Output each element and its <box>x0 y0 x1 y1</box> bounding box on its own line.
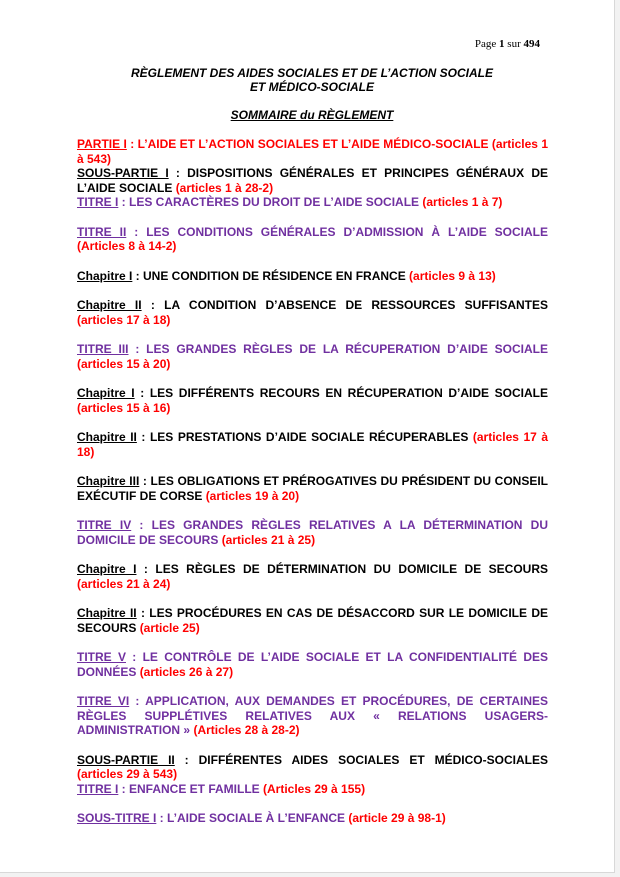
toc-entry-key: Chapitre I <box>77 562 137 576</box>
page-number <box>475 38 540 50</box>
toc-entry-key: Chapitre II <box>77 430 137 444</box>
toc-entry-text: : DISPOSITIONS GÉNÉRALES ET PRINCIPES GÉNÉRAUX DE L’AIDE SOCIALE <box>77 166 548 195</box>
toc-entry-titre-1-enfance <box>77 782 548 797</box>
document-title-line-1: RÈGLEMENT DES AIDES SOCIALES ET DE L’ACTION SOCIALE <box>130 66 494 80</box>
document-title <box>76 66 548 94</box>
toc-entry-key: Chapitre I <box>77 386 135 400</box>
document-title-line-2: ET MÉDICO-SOCIALE <box>249 80 374 94</box>
toc-entry-text: : LES PROCÉDURES EN CAS DE DÉSACCORD SUR LE DOMICILE DE SECOURS <box>77 606 548 635</box>
toc-entry-articles: (article 25) <box>139 620 200 635</box>
toc-entry-key: Chapitre II <box>77 606 137 620</box>
toc-entry-text: : UNE CONDITION DE RÉSIDENCE EN FRANCE <box>132 268 410 283</box>
toc-entry-key: TITRE I <box>77 781 119 796</box>
toc-entry-titre-1 <box>77 195 548 210</box>
toc-entry-text: : ENFANCE ET FAMILLE <box>118 781 264 796</box>
toc-entry-articles: (articles 19 à 20) <box>205 488 300 503</box>
toc-entry-articles: (Articles 8 à 14-2) <box>77 239 177 253</box>
toc-entry-articles: (articles 1 à 7) <box>422 195 503 209</box>
toc-entry-key: SOUS-PARTIE II <box>77 752 175 767</box>
toc-entry-text: : L’AIDE ET L’ACTION SOCIALES ET L’AIDE MÉDICO-SOCIALE <box>126 137 492 151</box>
toc-entry-key: TITRE IV <box>77 518 132 532</box>
toc-entry-articles: (articles 9 à 13) <box>409 268 496 283</box>
page-of-label: sur <box>507 38 521 50</box>
toc-entry-chapitre <box>77 562 548 591</box>
toc-entry-text: : LES CONDITIONS GÉNÉRALES D’ADMISSION À L’AIDE SOCIALE <box>126 224 548 239</box>
toc-entry-chapitre <box>77 269 548 284</box>
toc-entry-articles: (articles 1 à 543) <box>77 137 548 166</box>
toc-entry-text: : LES GRANDES RÈGLES RELATIVES A LA DÉTERMINATION DU DOMICILE DE SECOURS <box>77 518 548 547</box>
toc-entry-titre-4 <box>77 518 548 547</box>
toc-entry-partie-1 <box>77 137 548 166</box>
toc-entry-articles: (articles 29 à 543) <box>77 767 178 781</box>
page-current: 1 <box>499 38 505 50</box>
toc-entry-articles: (articles 15 à 20) <box>77 356 171 371</box>
toc-entry-text: : LES PRESTATIONS D’AIDE SOCIALE RÉCUPERABLES <box>136 430 473 444</box>
toc-entry-titre-3 <box>77 342 548 371</box>
toc-entry-text: : LE CONTRÔLE DE L’AIDE SOCIALE ET LA CONFIDENTIALITÉ DES DONNÉES <box>77 650 548 679</box>
summary-title: SOMMAIRE du RÈGLEMENT <box>230 108 394 122</box>
toc-entry-sous-titre-1 <box>77 811 548 826</box>
toc-entry-sous-partie-1 <box>77 166 548 195</box>
toc-entry-key: SOUS-PARTIE I <box>77 166 169 180</box>
table-of-contents <box>77 137 548 826</box>
toc-entry-articles: (Articles 29 à 155) <box>263 781 366 796</box>
toc-entry-key: TITRE III <box>77 342 129 356</box>
toc-entry-chapitre <box>77 298 548 327</box>
toc-entry-articles: (articles 1 à 28-2) <box>175 180 274 195</box>
toc-entry-key: Chapitre I <box>77 268 133 283</box>
toc-entry-articles: (articles 17 à 18) <box>77 430 549 459</box>
toc-entry-text: : DIFFÉRENTES AIDES SOCIALES ET MÉDICO-SOCIALES <box>174 752 548 767</box>
toc-entry-text: : LES RÈGLES DE DÉTERMINATION DU DOMICILE DE SECOURS <box>136 562 549 576</box>
toc-entry-chapitre <box>77 386 548 415</box>
toc-entry-chapitre <box>77 430 548 459</box>
toc-entry-key: TITRE II <box>77 224 127 239</box>
toc-entry-titre-6 <box>77 694 548 738</box>
page-total: 494 <box>523 38 540 50</box>
toc-entry-key: PARTIE I <box>77 137 127 151</box>
toc-entry-text: : LES DIFFÉRENTS RECOURS EN RÉCUPERATION D’AIDE SOCIALE <box>134 386 548 400</box>
toc-entry-key: TITRE I <box>77 195 119 209</box>
toc-entry-text: : LES GRANDES RÈGLES DE LA RÉCUPERATION D’AIDE SOCIALE <box>128 342 549 356</box>
toc-entry-articles: (article 29 à 98-1) <box>348 811 446 825</box>
toc-entry-key: Chapitre III <box>77 474 140 488</box>
toc-entry-key: SOUS-TITRE I <box>77 811 157 825</box>
toc-entry-chapitre <box>77 606 548 635</box>
toc-entry-titre-2 <box>77 225 548 254</box>
toc-entry-text: : L’AIDE SOCIALE À L’ENFANCE <box>156 811 349 825</box>
toc-entry-text: : APPLICATION, AUX DEMANDES ET PROCÉDURES, DE CERTAINES RÈGLES SUPPLÉTIVES RELATIVES AUX « RELATIONS USAGERS-ADMINISTRATION » <box>77 694 548 737</box>
toc-entry-key: Chapitre II <box>77 298 142 312</box>
toc-entry-articles: (articles 21 à 24) <box>77 576 171 591</box>
toc-entry-articles: (articles 15 à 16) <box>77 400 171 415</box>
toc-entry-key: TITRE VI <box>77 694 130 708</box>
toc-entry-key: TITRE V <box>77 650 126 664</box>
toc-entry-articles: (Articles 28 à 28-2) <box>193 723 300 737</box>
toc-entry-chapitre <box>77 474 548 503</box>
toc-entry-titre-5 <box>77 650 548 679</box>
toc-entry-text: : LES OBLIGATIONS ET PRÉROGATIVES DU PRÉSIDENT DU CONSEIL EXÉCUTIF DE CORSE <box>77 474 548 503</box>
page-label: Page <box>474 38 497 50</box>
toc-entry-articles: (articles 21 à 25) <box>221 532 316 547</box>
toc-entry-articles: (articles 17 à 18) <box>77 312 171 327</box>
toc-entry-sous-partie-2 <box>77 753 548 782</box>
toc-entry-articles: (articles 26 à 27) <box>139 664 234 679</box>
toc-entry-text: : LES CARACTÈRES DU DROIT DE L’AIDE SOCIALE <box>118 195 423 209</box>
toc-entry-text: : LA CONDITION D’ABSENCE DE RESSOURCES SUFFISANTES <box>141 298 548 312</box>
